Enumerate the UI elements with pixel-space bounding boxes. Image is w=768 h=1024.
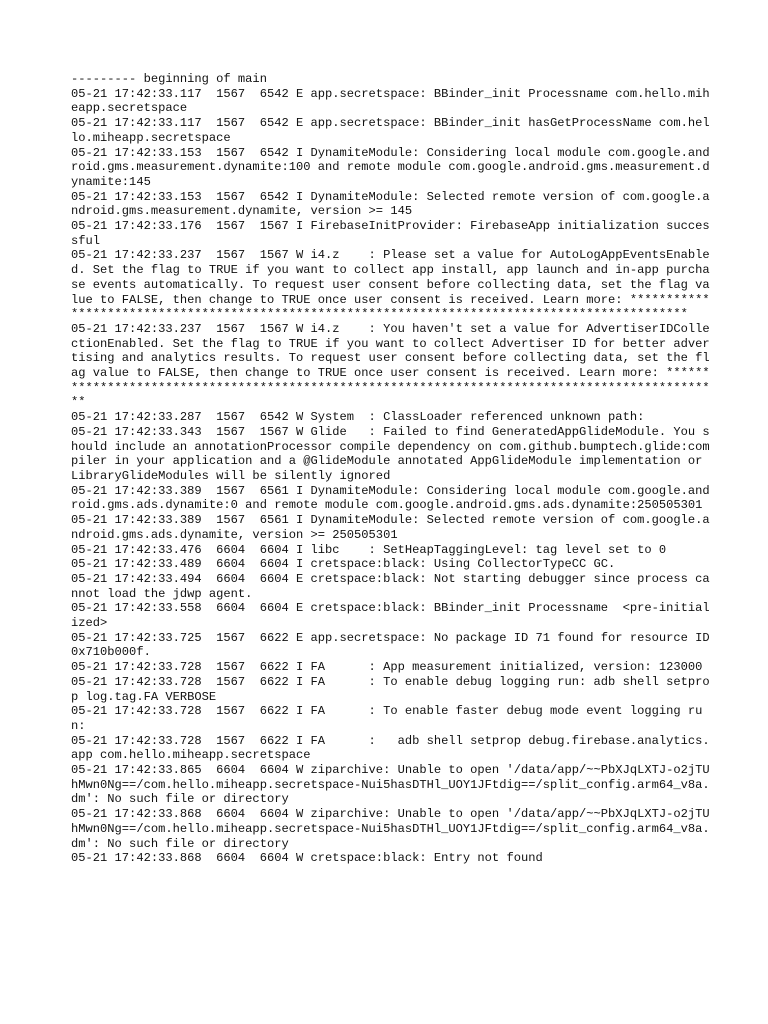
log-line: 05-21 17:42:33.237 1567 1567 W i4.z : You haven't set a value for AdvertiserIDCollectionEnabled. Set the flag to TRUE if you want to collect Advertiser ID for better advertising and analytics results. To request user consent before collecting data, set the flag value to FALSE, then change to TRUE once user consent is received. Learn more: ************************************************************************************************: [71, 321, 710, 410]
log-line: 05-21 17:42:33.868 6604 6604 W cretspace:black: Entry not found: [71, 851, 543, 866]
log-line: 05-21 17:42:33.725 1567 6622 E app.secretspace: No package ID 71 found for resource ID 0x710b000f.: [71, 630, 717, 660]
log-line: 05-21 17:42:33.117 1567 6542 E app.secretspace: BBinder_init Processname com.hello.miheapp.secretspace: [71, 86, 710, 116]
log-line: 05-21 17:42:33.176 1567 1567 I FirebaseInitProvider: FirebaseApp initialization successful: [71, 219, 710, 248]
log-line: 05-21 17:42:33.728 1567 6622 I FA : To enable faster debug mode event logging run:: [71, 704, 703, 733]
log-line: 05-21 17:42:33.494 6604 6604 E cretspace:black: Not starting debugger since process cannot load the jdwp agent.: [71, 571, 710, 601]
log-line: 05-21 17:42:33.489 6604 6604 I cretspace:black: Using CollectorTypeCC GC.: [71, 557, 616, 572]
log-line: 05-21 17:42:33.558 6604 6604 E cretspace:black: BBinder_init Processname <pre-initialized>: [71, 601, 710, 631]
log-line: 05-21 17:42:33.153 1567 6542 I DynamiteModule: Selected remote version of com.google.android.gms.measurement.dynamite, version >= 145: [71, 189, 710, 219]
log-line: 05-21 17:42:33.868 6604 6604 W ziparchive: Unable to open '/data/app/~~PbXJqLXTJ-o2jTUhMwn0Ng==/com.hello.miheapp.secretspace-Nui5hasDTHl_UOY1JFtdig==/split_config.arm64_v8a.dm': No such file or directory: [71, 807, 710, 851]
log-line: 05-21 17:42:33.476 6604 6604 I libc : SetHeapTaggingLevel: tag level set to 0: [71, 542, 667, 557]
log-line: 05-21 17:42:33.117 1567 6542 E app.secretspace: BBinder_init hasGetProcessName com.hello.miheapp.secretspace: [71, 116, 710, 145]
log-line: 05-21 17:42:33.389 1567 6561 I DynamiteModule: Considering local module com.google.android.gms.ads.dynamite:0 and remote module com.google.android.gms.ads.dynamite:250505301: [71, 483, 710, 513]
log-line: 05-21 17:42:33.728 1567 6622 I FA : App measurement initialized, version: 123000: [71, 660, 703, 675]
log-line: --------- beginning of main: [71, 72, 267, 86]
log-line: 05-21 17:42:33.287 1567 6542 W System : ClassLoader referenced unknown path:: [71, 410, 645, 425]
log-line: 05-21 17:42:33.389 1567 6561 I DynamiteModule: Selected remote version of com.google.android.gms.ads.dynamite, version >= 250505301: [71, 513, 710, 542]
log-line: 05-21 17:42:33.153 1567 6542 I DynamiteModule: Considering local module com.google.android.gms.measurement.dynamite:100 and remote module com.google.android.gms.measurement.dynamite:145: [71, 145, 710, 189]
log-line: 05-21 17:42:33.728 1567 6622 I FA : To enable debug logging run: adb shell setprop log.tag.FA VERBOSE: [71, 674, 710, 704]
log-document: [71, 72, 717, 866]
log-line: 05-21 17:42:33.865 6604 6604 W ziparchive: Unable to open '/data/app/~~PbXJqLXTJ-o2jTUhMwn0Ng==/com.hello.miheapp.secretspace-Nui5hasDTHl_UOY1JFtdig==/split_config.arm64_v8a.dm': No such file or directory: [71, 763, 710, 807]
log-line: 05-21 17:42:33.237 1567 1567 W i4.z : Please set a value for AutoLogAppEventsEnabled. Set the flag to TRUE if you want to collect app install, app launch and in-app purchase events automatically. To request user consent before collecting data, set the flag value to FALSE, then change to TRUE once user consent is received. Learn more: ************************************************************************************************: [71, 248, 710, 322]
log-line: 05-21 17:42:33.728 1567 6622 I FA : adb shell setprop debug.firebase.analytics.app com.hello.miheapp.secretspace: [71, 733, 710, 763]
log-line: 05-21 17:42:33.343 1567 1567 W Glide : Failed to find GeneratedAppGlideModule. You should include an annotationProcessor compile dependency on com.github.bumptech.glide:compiler in your application and a @GlideModule annotated AppGlideModule implementation or LibraryGlideModules will be silently ignored: [71, 424, 710, 483]
